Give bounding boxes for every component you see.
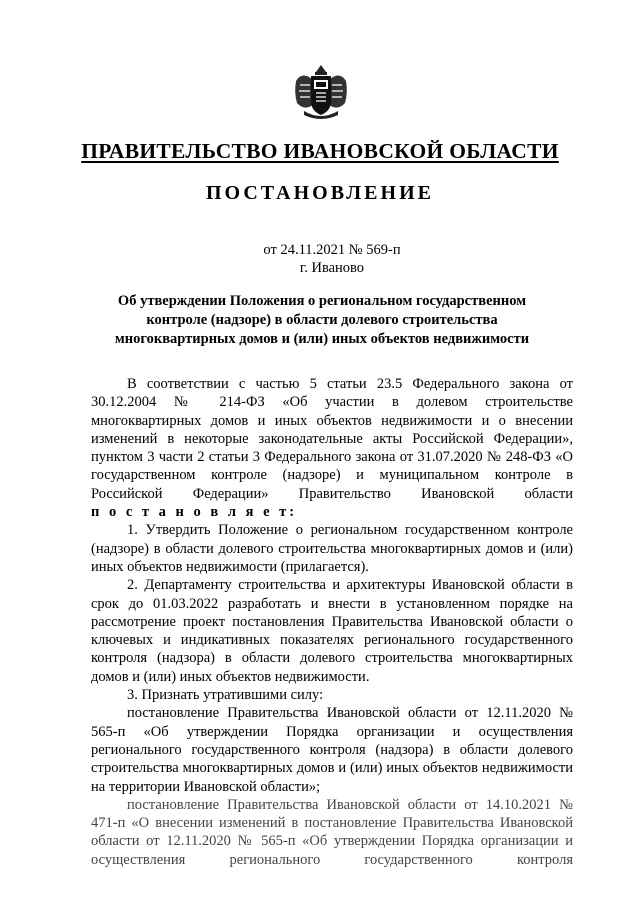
document-title: Об утверждении Положения о региональном государственном контроле (надзоре) в области долевого строительства многоквартирных домов и (или) иных объектов недвижимости bbox=[114, 293, 530, 347]
paragraph-3a: постановление Правительства Ивановской области от 12.11.2020 № 565-п «Об утверждении Порядка организации и осуществления регионального государственного контроля (надзора) в области долевого строительства многоквартирных домов и (или) иных объектов недвижимости на территории Ивановской области»; bbox=[91, 705, 573, 795]
document-date-number: от 24.11.2021 № 569-п bbox=[263, 242, 401, 258]
paragraph-3b: постановление Правительства Ивановской области от 14.10.2021 № 471-п «О внесении изменений в постановление Правительства Ивановской области от 12.11.2020 № 565-п «Об утверждении Порядка организации и осуществления регионального государственного контроля bbox=[91, 796, 573, 868]
document-city: г. Иваново bbox=[299, 260, 365, 276]
paragraph-1: 1. Утвердить Положение о региональном государственном контроле (надзоре) в области долевого строительства многоквартирных домов и (или) иных объектов недвижимости (прилагается). bbox=[91, 522, 573, 575]
resolves-word: п о с т а н о в л я е т: bbox=[91, 504, 298, 521]
date-and-place bbox=[0, 241, 640, 277]
paragraph-2: 2. Департаменту строительства и архитектуры Ивановской области в срок до 01.03.2022 разработать и внести в установленном порядке на рассмотрение проект постановления Правительства Ивановской области о ключевых и индикативных показателях регионального государственного контроля (надзора) в области долевого строительства многоквартирных домов и (или) иных объектов недвижимости. bbox=[91, 577, 573, 685]
document-type: ПОСТАНОВЛЕНИЕ bbox=[206, 182, 434, 204]
paragraph-3: 3. Признать утратившими силу: bbox=[127, 687, 324, 704]
coat-of-arms-emblem bbox=[292, 63, 350, 123]
document-body bbox=[91, 375, 573, 869]
preamble-paragraph: В соответствии с частью 5 статьи 23.5 Федерального закона от 30.12.2004 № 214-ФЗ «Об участии в долевом строительстве многоквартирных домов и иных объектов недвижимости и о внесении изменений в некоторые законодательные акты Российской Федерации», пунктом 3 части 2 статьи 3 Федерального закона от 31.07.2020 № 248-ФЗ «О государственном контроле (надзоре) и муниципальном контроле в Российской Федерации» Правительство Ивановской области bbox=[91, 376, 573, 502]
organization-name: ПРАВИТЕЛЬСТВО ИВАНОВСКОЙ ОБЛАСТИ bbox=[81, 139, 559, 163]
